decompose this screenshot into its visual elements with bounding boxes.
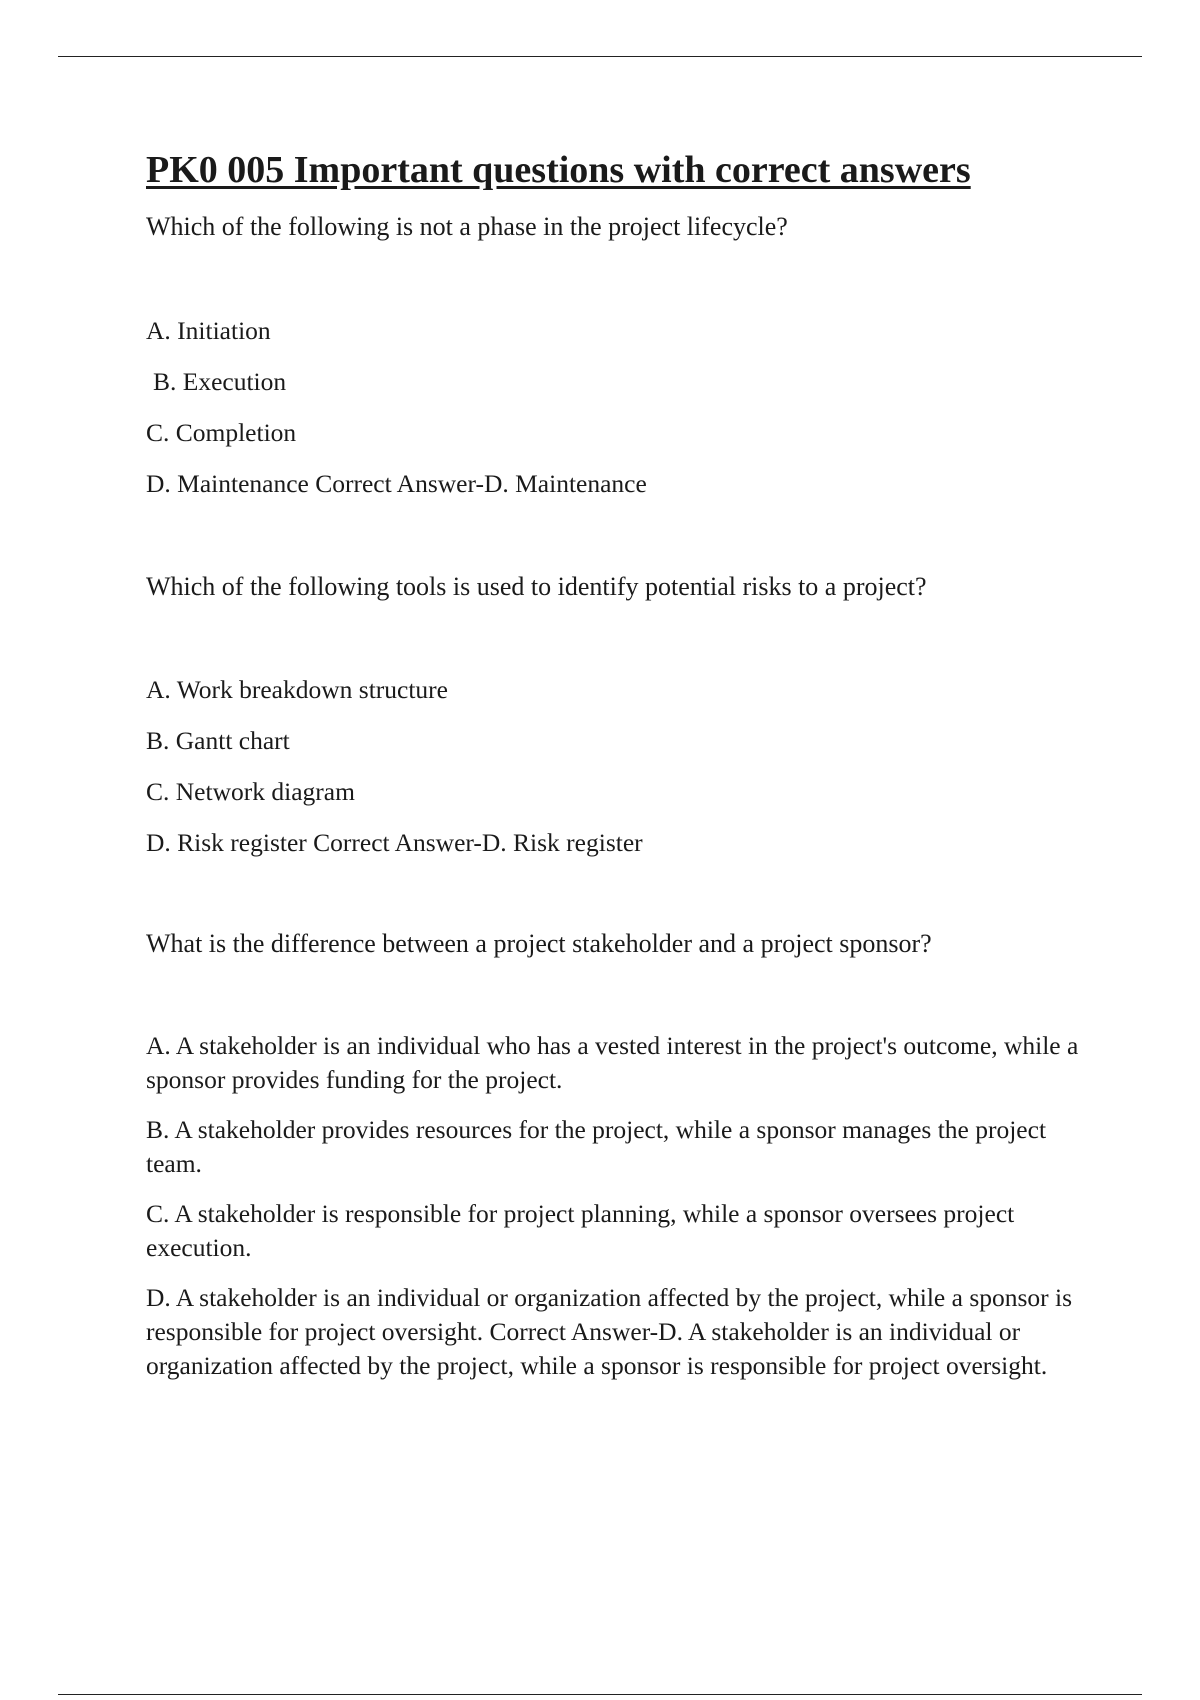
question-1-option-a: A. Initiation [146,316,271,345]
question-3-option-b: B. A stakeholder provides resources for the project, while a sponsor manages the project team. [146,1115,1047,1178]
question-1-options [146,314,1106,501]
question-1-option-c: C. Completion [146,418,297,447]
question-1-option-d: D. Maintenance Correct Answer-D. Maintenance [146,469,647,498]
question-2-text: Which of the following tools is used to identify potential risks to a project? [146,572,927,601]
question-2-options [146,673,1106,860]
question-3-option-a: A. A stakeholder is an individual who has a vested interest in the project's outcome, while a sponsor provides funding for the project. [146,1031,1079,1094]
document-title: PK0 005 Important questions with correct answers [146,149,971,191]
question-1-text: Which of the following is not a phase in the project lifecycle? [146,212,788,241]
question-3-option-d: D. A stakeholder is an individual or organization affected by the project, while a sponsor is responsible for project oversight. Correct Answer-D. A stakeholder is an individual or organization affected by the project, while a sponsor is responsible for project oversight. [146,1283,1073,1380]
bottom-divider [58,1694,1142,1695]
question-2-option-b: B. Gantt chart [146,726,290,755]
question-3-option-c: C. A stakeholder is responsible for project planning, while a sponsor oversees project execution. [146,1199,1015,1262]
question-3-text: What is the difference between a project stakeholder and a project sponsor? [146,929,932,958]
top-divider [58,56,1142,57]
document-body [146,144,1106,1383]
question-2-option-d: D. Risk register Correct Answer-D. Risk register [146,828,643,857]
question-3-options [146,1029,1106,1383]
question-1-option-b: B. Execution [153,367,287,396]
question-2-option-c: C. Network diagram [146,777,355,806]
question-2-option-a: A. Work breakdown structure [146,675,448,704]
